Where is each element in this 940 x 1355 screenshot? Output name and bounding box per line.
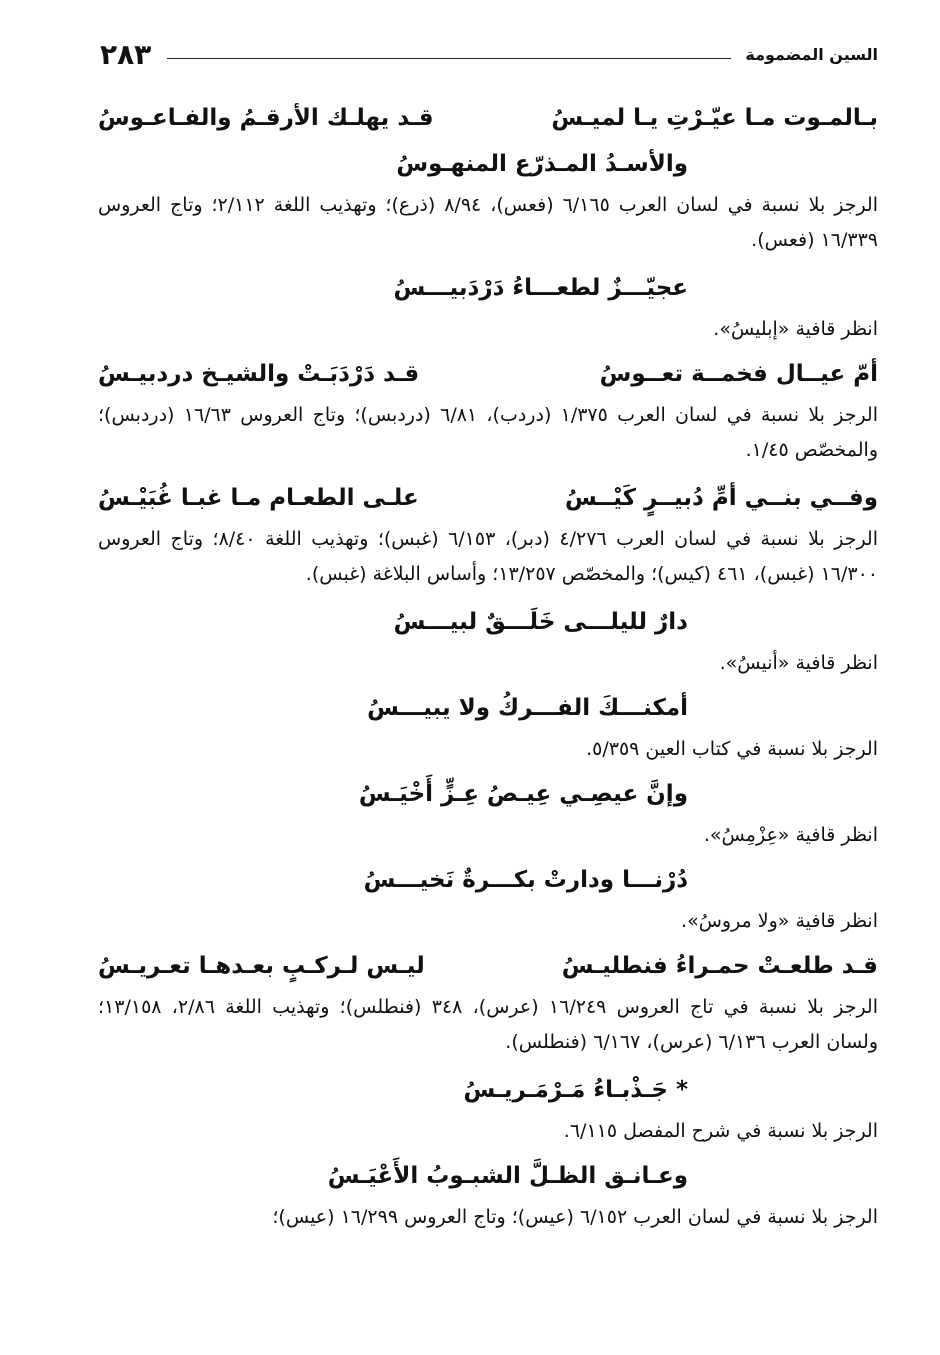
verse-hemistich-left: قـد دَرْدَبَـتْ والشيـخ دردبيـسُ	[98, 361, 420, 387]
source-note: الرجز بلا نسبة في كتاب العين ٥/٣٥٩.	[586, 738, 878, 760]
verse-entry	[98, 476, 878, 592]
verse-entry	[98, 686, 878, 766]
cross-reference: انظر قافية «عِزْمِسُ».	[703, 824, 878, 846]
page-header	[100, 34, 878, 74]
verse-entry	[98, 1068, 878, 1148]
verse-hemistich-right: قـد طلعـتْ حمـراءُ فنطليـسُ	[561, 953, 878, 979]
verse-line: أمكنـــكَ الفـــركُ ولا يبيـــسُ	[367, 695, 688, 721]
verse-couplet	[98, 476, 878, 520]
verse-hemistich-right: بـالمـوت مـا عيّـرْتِ يـا لميـسُ	[551, 105, 878, 131]
verse-couplet	[98, 944, 878, 988]
verse-hemistich-right: أمّ عيــال فخمــة تعــوسُ	[599, 361, 878, 387]
verse-hemistich-left: علـى الطعـام مـا غبـا غُبَيْـسُ	[98, 485, 419, 511]
verse-entry	[98, 266, 878, 346]
source-note: الرجز بلا نسبة في لسان العرب ٤/٢٧٦ (دبر)، ٦/١٥٣ (غبس)؛ وتهذيب اللغة ٨/٤٠؛ وتاج العروس ١٦/٣٠٠ (غبس)، ٤٦١ (كيس)؛ والمخصّص ١٣/٢٥٧؛ وأساس البلاغة (غبس).	[98, 528, 878, 585]
cross-reference: انظر قافية «إبليسُ».	[713, 318, 878, 340]
verse-continuation: والأسـدُ المـذرّع المنهـوسُ	[396, 151, 688, 177]
verse-couplet	[98, 352, 878, 396]
source-note: الرجز بلا نسبة في تاج العروس ١٦/٢٤٩ (عرس)، ٣٤٨ (فنطلس)؛ وتهذيب اللغة ٢/٨٦، ١٣/١٥٨؛ ولسان العرب ٦/١٣٦ (عرس)، ٦/١٦٧ (فنطلس).	[98, 996, 878, 1053]
page-number: ٢٨٣	[100, 37, 152, 71]
cross-reference: انظر قافية «ولا مروسُ».	[681, 910, 878, 932]
running-title: السين المضمومة	[745, 44, 878, 64]
source-note: الرجز بلا نسبة في لسان العرب ٦/١٥٢ (عيس)؛ وتاج العروس ١٦/٢٩٩ (عيس)؛	[272, 1206, 878, 1228]
verse-entry	[98, 944, 878, 1060]
verse-entry	[98, 858, 878, 938]
verse-line: دارٌ لليلـــى خَلَـــقٌ لبيـــسُ	[393, 609, 688, 635]
source-note: الرجز بلا نسبة في لسان العرب ١/٣٧٥ (دردب)، ٦/٨١ (دردبس)؛ وتاج العروس ١٦/٦٣ (دردبس)؛ والمخصّص ١/٤٥.	[98, 404, 879, 461]
page-body	[98, 92, 878, 1243]
source-note: الرجز بلا نسبة في لسان العرب ٦/١٦٥ (فعس)، ٨/٩٤ (ذرع)؛ وتهذيب اللغة ٢/١١٢؛ وتاج العروس ١٦/٣٣٩ (فعس).	[98, 194, 878, 251]
verse-entry	[98, 352, 878, 468]
verse-line: * جَـذْبـاءُ مَـرْمَـريـسُ	[463, 1077, 688, 1103]
verse-hemistich-right: وفــي بنــي أمِّ دُبيــرٍ كَيْــسُ	[565, 485, 878, 511]
verse-line: دُرْنـــا ودارتْ بكـــرةٌ نَخيـــسُ	[363, 867, 688, 893]
verse-couplet	[98, 96, 878, 140]
header-rule	[167, 58, 731, 59]
verse-entry	[98, 600, 878, 680]
source-note: الرجز بلا نسبة في شرح المفصل ٦/١١٥.	[563, 1120, 878, 1142]
verse-entry	[98, 772, 878, 852]
verse-line: عجيّـــزٌ لطعـــاءُ دَرْدَبيـــسُ	[393, 275, 688, 301]
cross-reference: انظر قافية «أنيسُ».	[719, 652, 878, 674]
verse-entry	[98, 96, 878, 258]
verse-line: وعـانـق الظـلَّ الشبـوبُ الأَعْيَـسُ	[327, 1163, 688, 1189]
verse-hemistich-left: ليـس لـركـبٍ بعـدهـا تعـريـسُ	[98, 953, 425, 979]
verse-hemistich-left: قـد يهلـك الأرقـمُ والفـاعـوسُ	[98, 105, 434, 131]
verse-line: وإنَّ عيصِـي عِيـصُ عِـزٍّ أَخْيَـسُ	[358, 781, 688, 807]
verse-entry	[98, 1154, 878, 1235]
